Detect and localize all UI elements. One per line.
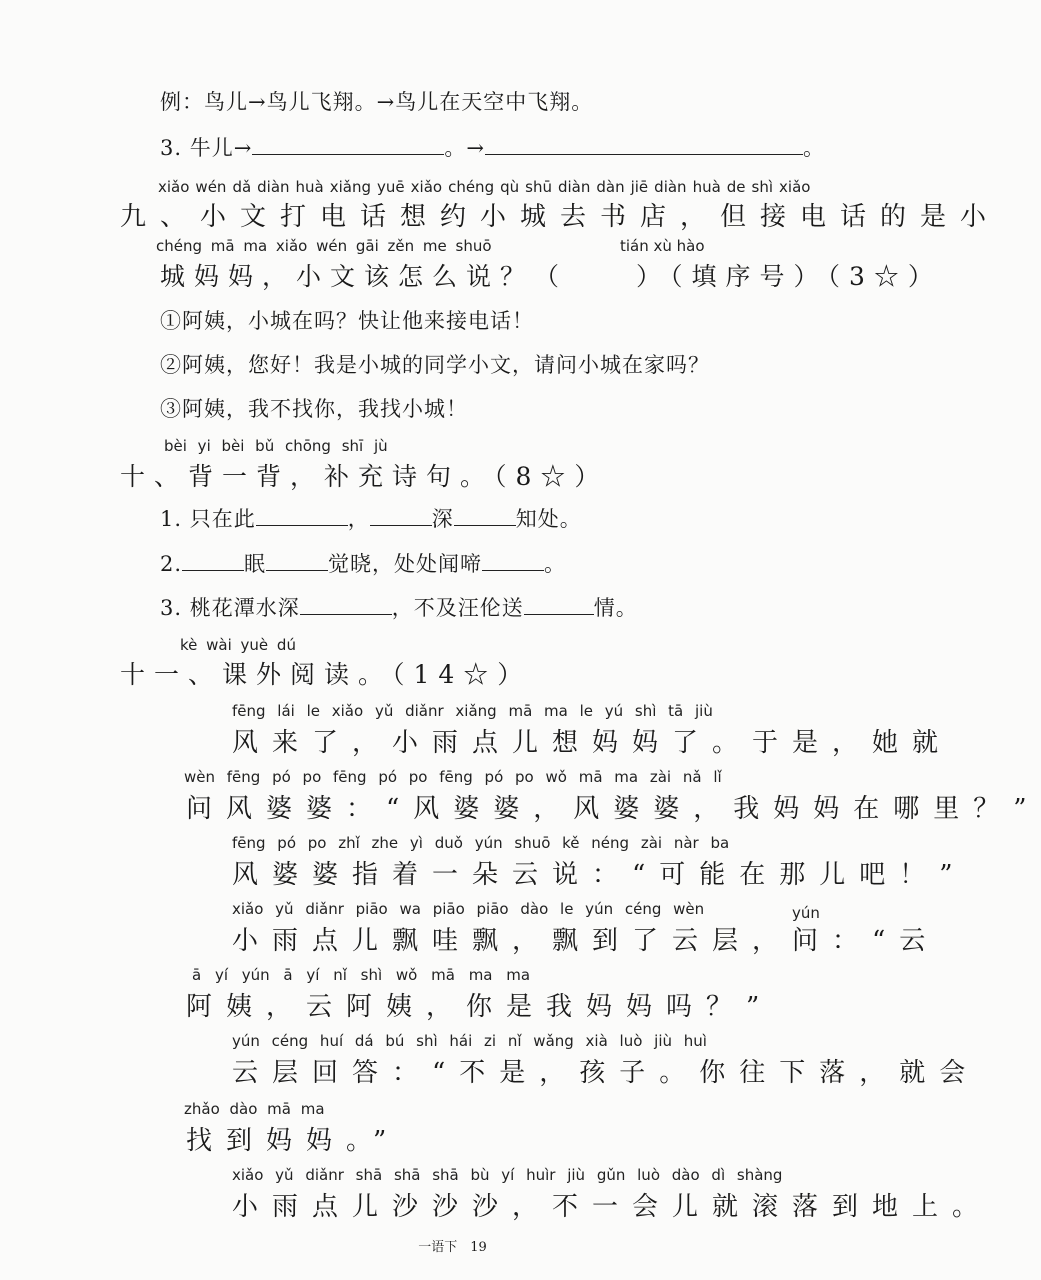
section-11-title: 十一、课外阅读。（14☆） [120, 660, 532, 689]
answer-blank[interactable] [300, 592, 392, 615]
arrow-icon: → [466, 136, 485, 160]
section-9-title-line-1: 九、小文打电话想约小城去书店，但接电话的是小 [120, 202, 1001, 232]
passage-pinyin: fēng pó po zhǐ zhe yì duǒ yún shuō kě néng zài nàr ba [232, 834, 730, 852]
section-9-pinyin-line-2a: chéng mā ma xiǎo wén gāi zěn me shuō [156, 237, 492, 255]
section-10-pinyin: bèi yi bèi bǔ chōng shī jù [164, 437, 388, 455]
example-step1: 鸟儿飞翔。 [266, 90, 377, 114]
passage-line: 小雨点儿飘哇飘，飘到了云层，问：“云 [232, 926, 940, 956]
option-2: ②阿姨，您好！我是小城的同学小文，请问小城在家吗？ [160, 353, 710, 377]
question-3-label: 3. 牛儿 [160, 136, 234, 160]
section-9-pinyin-line-2b: tián xù hào [620, 237, 705, 255]
answer-blank[interactable] [252, 132, 444, 155]
option-3: ③阿姨，我不找你，我找小城！ [160, 397, 468, 421]
answer-blank[interactable] [370, 503, 432, 526]
pinyin-syllable: shū [525, 178, 552, 196]
poem-item-1: 1. 只在此 ， 深 知处。 [160, 503, 582, 533]
section-10-title: 十、背一背，补充诗句。（8☆） [120, 462, 609, 491]
poem-item-3: 3. 桃花潭水深 ，不及汪伦送 情。 [160, 592, 638, 622]
passage-line: 小雨点儿沙沙沙，不一会儿就滚落到地上。 [232, 1192, 993, 1222]
passage-pinyin-yun: yún [792, 904, 820, 922]
answer-blank[interactable] [454, 503, 516, 526]
period: 。 [444, 136, 467, 160]
page-footer: 一语下 19 [418, 1240, 487, 1255]
arrow-icon: → [248, 90, 267, 114]
pinyin-syllable: yuē [377, 178, 405, 196]
passage-pinyin: zhǎo dào mā ma [184, 1100, 325, 1118]
pinyin-syllable: dàn [596, 178, 625, 196]
pinyin-syllable: dǎ [232, 178, 252, 196]
section-9-title-line-2: 城妈妈，小文该怎么说？（ ）（填序号）（3☆） [160, 262, 942, 291]
example-prefix: 例：鸟儿 [160, 90, 248, 114]
pinyin-syllable: xiǎo [410, 178, 443, 196]
pinyin-syllable: jiē [630, 178, 649, 196]
answer-blank[interactable] [266, 548, 328, 571]
pinyin-syllable: de [726, 178, 746, 196]
section-9-pinyin-line-1 [158, 178, 816, 196]
pinyin-syllable: xiǎo [779, 178, 811, 196]
pinyin-syllable: diàn [257, 178, 290, 196]
period: 。 [802, 136, 825, 160]
passage-pinyin: ā yí yún ā yí nǐ shì wǒ mā ma ma [192, 966, 531, 984]
passage-pinyin: xiǎo yǔ diǎnr piāo wa piāo piāo dào le yún céng wèn [232, 900, 705, 918]
answer-blank[interactable] [482, 548, 544, 571]
pinyin-syllable: huà [295, 178, 324, 196]
pinyin-syllable: xiǎo [158, 178, 190, 196]
pinyin-syllable: diàn [557, 178, 591, 196]
pinyin-syllable: wén [195, 178, 227, 196]
passage-line: 风婆婆指着一朵云说：“可能在那儿吧！” [232, 860, 967, 890]
pinyin-syllable: chéng [448, 178, 495, 196]
pinyin-syllable: qù [500, 178, 520, 196]
passage-line: 阿姨，云阿姨，你是我妈妈吗？” [186, 992, 774, 1022]
passage-pinyin: xiǎo yǔ diǎnr shā shā shā bù yí huìr jiù gǔn luò dào dì shàng [232, 1166, 783, 1184]
passage-line: 问风婆婆：“风婆婆，风婆婆，我妈妈在哪里？” [186, 794, 1041, 824]
example-line [160, 86, 593, 116]
pinyin-syllable: shì [751, 178, 774, 196]
answer-blank[interactable] [524, 592, 594, 615]
passage-pinyin: wèn fēng pó po fēng pó po fēng pó po wǒ mā ma zài nǎ lǐ [184, 768, 722, 786]
pinyin-syllable: huà [692, 178, 721, 196]
passage-pinyin: fēng lái le xiǎo yǔ diǎnr xiǎng mā ma le yú shì tā jiù [232, 702, 713, 720]
section-11-pinyin: kè wài yuè dú [180, 636, 296, 654]
passage-line: 云层回答：“不是，孩子。你往下落，就会 [232, 1058, 980, 1088]
poem-item-2: 2. 眠 觉晓，处处闻啼 。 [160, 548, 566, 578]
pinyin-syllable: diàn [654, 178, 687, 196]
question-3-line [160, 132, 825, 162]
passage-pinyin: yún céng huí dá bú shì hái zi nǐ wǎng xià luò jiù huì [232, 1032, 707, 1050]
arrow-icon: → [376, 90, 396, 114]
answer-blank[interactable] [485, 132, 803, 155]
passage-line: 风来了，小雨点儿想妈妈了。于是，她就 [232, 728, 953, 758]
example-step2: 鸟儿在天空中飞翔。 [395, 90, 594, 114]
pinyin-syllable: xiǎng [329, 178, 372, 196]
option-1: ①阿姨，小城在吗？快让他来接电话！ [160, 309, 534, 333]
answer-blank[interactable] [182, 548, 244, 571]
passage-line: 找到妈妈。” [186, 1126, 401, 1156]
answer-blank[interactable] [256, 503, 348, 526]
arrow-icon: → [233, 136, 253, 160]
